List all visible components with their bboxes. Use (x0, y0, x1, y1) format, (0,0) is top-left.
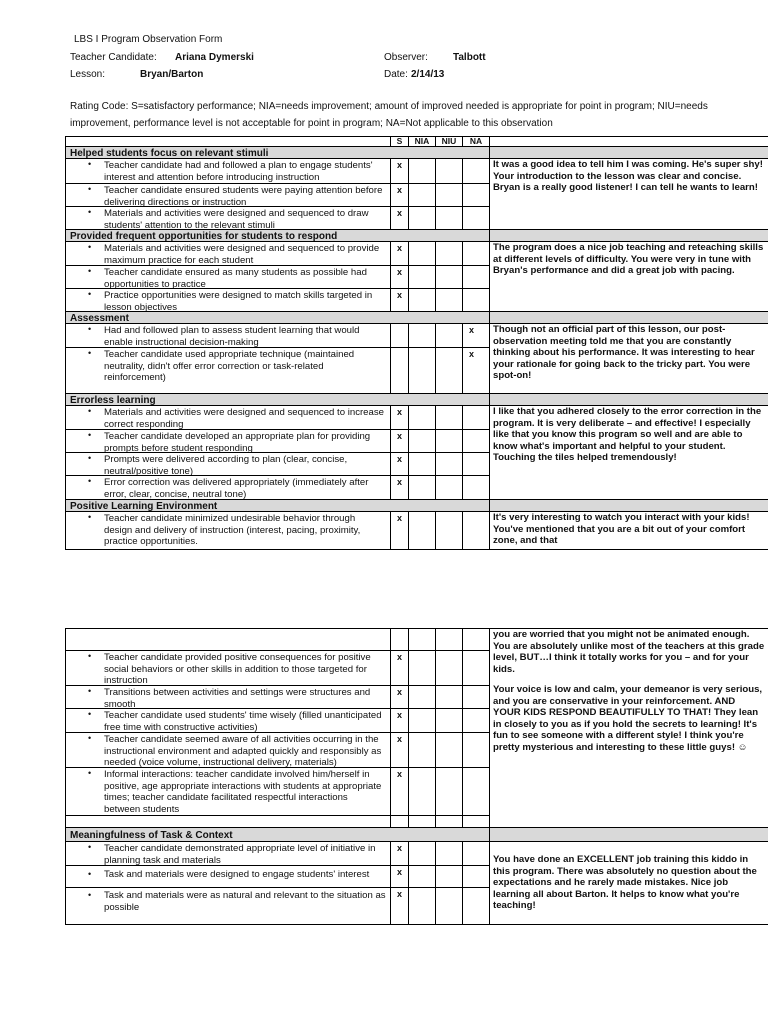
mark-s: x (391, 842, 409, 866)
form-title: LBS I Program Observation Form (74, 34, 223, 45)
criteria-text: Had and followed plan to assess student learning that would enable instructional decision-making (104, 325, 360, 348)
criteria-text: Materials and activities were designed and sequenced to increase correct responding (104, 407, 384, 430)
lesson-name: Bryan/Barton (140, 69, 204, 80)
mark-s: x (391, 453, 409, 476)
criteria-text: Teacher candidate minimized undesirable behavior through design and delivery of instruction (interest, pacing, proximity, practice opportunities. (104, 513, 361, 547)
criteria-row: • Informal interactions: teacher candidate involved him/herself in positive, age appropriate interactions with students at appropriate times; teacher candidate facilitated respectful interactions between students x (66, 768, 490, 816)
comment-errorless: I like that you adhered closely to the error correction in the program. It is very deliberate – and effective! I especially like that you know this program so well and are able to know what's important and helpful to your student. Touching the tiles helped tremendously! (490, 406, 768, 500)
observer-label: Observer: (384, 52, 428, 63)
criteria-row: • Materials and activities were designed and sequenced to draw students' attention to the relevant stimuli x (66, 207, 490, 230)
criteria-text: Teacher candidate ensured as many students as possible had opportunities to practice (104, 267, 367, 289)
mark-s: x (391, 476, 409, 500)
criteria-text: Teacher candidate demonstrated appropriate level of initiative in planning task and materials (104, 843, 376, 866)
criteria-text: Teacher candidate ensured students were paying attention before delivering directions or instruction (104, 185, 383, 207)
criteria-text: Task and materials were as natural and relevant to the situation as possible (104, 890, 386, 913)
section-meaningfulness: Meaningfulness of Task & Context (66, 828, 490, 842)
section-positive: Positive Learning Environment (66, 500, 490, 512)
criteria-row: • Had and followed plan to assess student learning that would enable instructional decision-making x (66, 324, 490, 348)
mark-s: x (391, 430, 409, 453)
mark-s: x (391, 709, 409, 733)
criteria-row: • Materials and activities were designed and sequenced to increase correct responding x (66, 406, 490, 430)
criteria-text: Transitions between activities and settings were structures and smooth (104, 687, 371, 709)
mark-s: x (391, 184, 409, 207)
mark-s: x (391, 733, 409, 768)
section-respond: Provided frequent opportunities for students to respond (66, 230, 490, 242)
criteria-row: • Teacher candidate provided positive consequences for positive social behaviors or other skills in addition to those targeted for instruction x (66, 651, 490, 686)
comment-respond: The program does a nice job teaching and reteaching skills at different levels of difficulty. You were very in tune with Bryan's performance and did a great job with pacing. (490, 242, 768, 312)
criteria-row: • Task and materials were as natural and relevant to the situation as possible x (66, 888, 490, 925)
criteria-row: • Teacher candidate demonstrated appropriate level of initiative in planning task and materials x (66, 842, 490, 866)
mark-s: x (391, 289, 409, 312)
mark-s: x (391, 651, 409, 686)
col-s: S (391, 137, 409, 147)
criteria-text: Error correction was delivered appropriately (immediately after error, clear, concise, neutral tone) (104, 477, 369, 500)
criteria-row: • Teacher candidate seemed aware of all activities occurring in the instructional environment and adapted quickly and responsibly as needed (voice volume, instructional delivery, materials) x (66, 733, 490, 768)
criteria-row: • Error correction was delivered appropriately (immediately after error, clear, concise, neutral tone) x (66, 476, 490, 500)
mark-s: x (391, 207, 409, 230)
criteria-text: Informal interactions: teacher candidate involved him/herself in positive, age appropriate interactions with students at appropriate times; teacher candidate facilitated respectful interactions between students (104, 769, 382, 815)
criteria-text: Practice opportunities were designed to match skills targeted in lesson objectives (104, 290, 373, 312)
teacher-candidate-label: Teacher Candidate: (70, 52, 157, 63)
comment-focus: It was a good idea to tell him I was coming. He's super shy! Your introduction to the lesson was clear and concise. Bryan is a really good listener! I can tell he wants to learn! (490, 159, 768, 230)
criteria-row: • Teacher candidate minimized undesirable behavior through design and delivery of instruction (interest, pacing, proximity, practice opportunities. x (66, 512, 490, 550)
mark-na: x (463, 348, 490, 394)
mark-s: x (391, 888, 409, 925)
col-niu: NIU (436, 137, 463, 147)
criteria-text: Materials and activities were designed and sequenced to draw students' attention to the relevant stimuli (104, 208, 369, 230)
criteria-row: • Materials and activities were designed and sequenced to provide maximum practice for each student x (66, 242, 490, 266)
section-errorless: Errorless learning (66, 394, 490, 406)
criteria-text: Prompts were delivered according to plan (clear, concise, neutral/positive tone) (104, 454, 348, 476)
comment-meaningfulness: You have done an EXCELLENT job training this kiddo in this program. There was absolutely no question about the expectations and he rarely made mistakes. Nice job learning all about Barton. It helps to know what you're teaching! (490, 842, 768, 925)
criteria-row: • Practice opportunities were designed to match skills targeted in lesson objectives x (66, 289, 490, 312)
criteria-text: Teacher candidate used appropriate technique (maintained neutrality, didn't offer error correction or task-related reinforcement) (104, 349, 355, 383)
comment-continued: you are worried that you might not be animated enough. You are absolutely unlike most of the teachers at this grade level, BUT…I think it totally works for you – and for your kids. (493, 629, 765, 675)
criteria-text: Teacher candidate provided positive consequences for positive social behaviors or other skills in addition to those targeted for instruction (104, 652, 371, 686)
date-label: Date: (384, 69, 408, 80)
criteria-text: Teacher candidate developed an appropriate plan for providing prompts before student responding (104, 431, 371, 453)
criteria-row: • Teacher candidate had and followed a plan to engage students' interest and attention before introducing instruction x (66, 159, 490, 184)
comment-assessment: Though not an official part of this lesson, our post-observation meeting told me that you are constantly thinking about his performance. It was interesting to hear your rationale for going back to the tricky part. You were spot-on! (490, 324, 768, 394)
mark-s: x (391, 686, 409, 709)
criteria-text: Task and materials were designed to engage students' interest (104, 869, 370, 880)
section-assessment: Assessment (66, 312, 490, 324)
observer-name: Talbott (453, 52, 486, 63)
observation-table-2 (65, 628, 768, 925)
observation-table-1 (65, 136, 768, 550)
comment-voice: Your voice is low and calm, your demeanor is very serious, and you are conservative in your reinforcement. AND YOUR KIDS RESPOND BEAUTIFULLY TO THAT! They lean in closely to you as if you hold the secrets to learning! It's fun to see someone with a different style! I think you're pretty mysterious and interesting to these little guys! ☺ (493, 684, 763, 753)
mark-s: x (391, 768, 409, 816)
mark-s: x (391, 266, 409, 289)
mark-s: x (391, 866, 409, 888)
criteria-row: • Teacher candidate developed an appropriate plan for providing prompts before student responding x (66, 430, 490, 453)
comment-positive: It's very interesting to watch you interact with your kids! You've mentioned that you are a bit out of your comfort zone, and that (490, 512, 768, 550)
mark-s: x (391, 406, 409, 430)
criteria-row: • Task and materials were designed to engage students' interest x (66, 866, 490, 888)
col-na: NA (463, 137, 490, 147)
lesson-label: Lesson: (70, 69, 106, 80)
date-value: 2/14/13 (411, 69, 445, 80)
mark-s: x (391, 512, 409, 550)
column-header-row (66, 137, 768, 147)
mark-na: x (463, 324, 490, 348)
criteria-text: Teacher candidate had and followed a plan to engage students' interest and attention before introducing instruction (104, 160, 373, 183)
criteria-row: • Teacher candidate ensured students were paying attention before delivering directions or instruction x (66, 184, 490, 207)
teacher-candidate-name: Ariana Dymerski (175, 52, 254, 63)
criteria-row: • Teacher candidate ensured as many students as possible had opportunities to practice x (66, 266, 490, 289)
section-focus: Helped students focus on relevant stimuli (66, 147, 490, 159)
criteria-text: Teacher candidate seemed aware of all activities occurring in the instructional environment and adapted quickly and responsibly as needed (voice volume, instructional delivery, materials) (104, 734, 382, 768)
rating-code: Rating Code: S=satisfactory performance; NIA=needs improvement; amount of improved needed is appropriate for point in program; NIU=needs improvement, performance level is not acceptable for point in program; NA=Not applicable to this observation (70, 101, 708, 129)
criteria-text: Materials and activities were designed and sequenced to provide maximum practice for each student (104, 243, 380, 266)
criteria-text: Teacher candidate used students' time wisely (filled unanticipated free time with constructive activities) (104, 710, 382, 733)
mark-s: x (391, 159, 409, 184)
criteria-row: • Teacher candidate used students' time wisely (filled unanticipated free time with constructive activities) x (66, 709, 490, 733)
comment-environment (490, 629, 768, 828)
criteria-row: • Prompts were delivered according to plan (clear, concise, neutral/positive tone) x (66, 453, 490, 476)
criteria-row: • Teacher candidate used appropriate technique (maintained neutrality, didn't offer error correction or task-related reinforcement) x (66, 348, 490, 394)
criteria-row: • Transitions between activities and settings were structures and smooth x (66, 686, 490, 709)
col-nia: NIA (409, 137, 436, 147)
mark-s: x (391, 242, 409, 266)
